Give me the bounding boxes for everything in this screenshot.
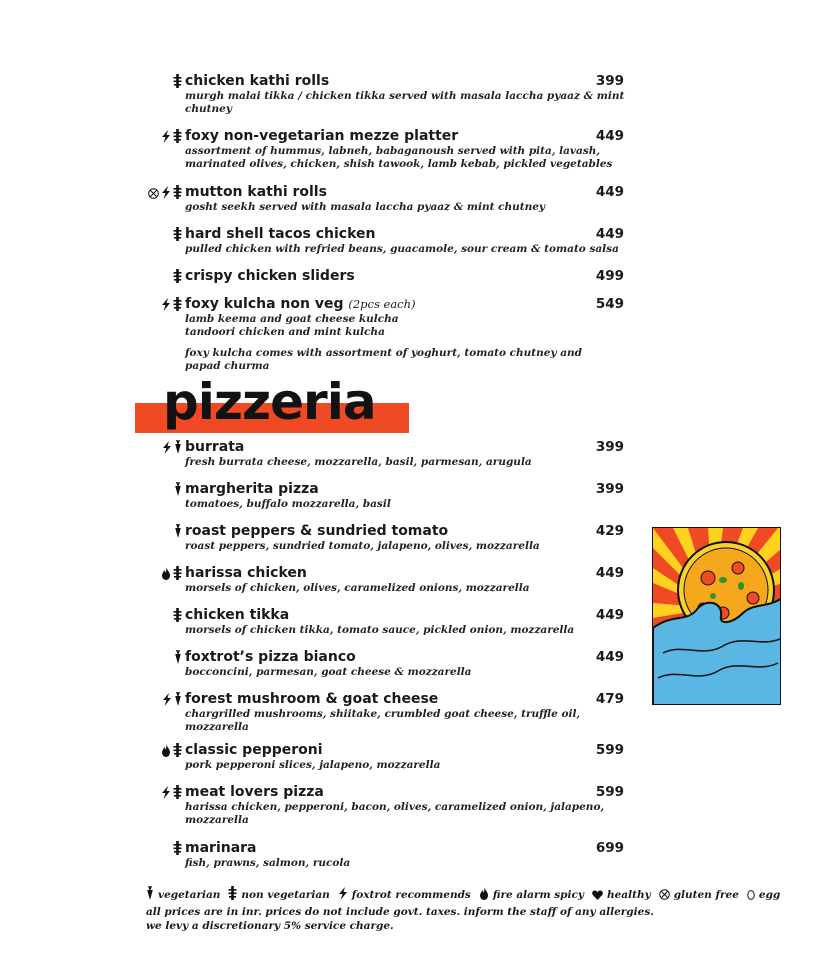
recommend-icon xyxy=(161,130,171,147)
nonveg-icon xyxy=(173,785,182,803)
item-name xyxy=(185,184,327,201)
item-description: roast peppers, sundried tomato, jalapeno, olives, mozzarella xyxy=(185,540,540,552)
item-price: 599 xyxy=(595,784,624,800)
item-name xyxy=(185,784,324,801)
gluten-free-icon xyxy=(659,891,670,903)
item-description: bocconcini, parmesan, goat cheese & mozzarella xyxy=(185,666,472,678)
recommend-icon xyxy=(161,786,171,803)
item-price: 449 xyxy=(595,184,624,200)
item-name-text: forest mushroom & goat cheese xyxy=(185,691,439,707)
veg-icon xyxy=(174,524,182,542)
veg-icon xyxy=(174,692,182,710)
item-icons xyxy=(140,743,182,761)
legend-entry xyxy=(338,889,471,901)
item-name-text: roast peppers & sundried tomato xyxy=(185,523,449,539)
nonveg-icon xyxy=(173,269,182,287)
item-name xyxy=(185,268,355,285)
item-name xyxy=(185,523,448,540)
item-name-text: chicken tikka xyxy=(185,607,290,623)
recommend-icon xyxy=(162,693,172,710)
item-description: fish, prawns, salmon, rucola xyxy=(185,857,351,869)
item-price: 399 xyxy=(595,73,624,89)
item-description: assortment of hummus, labneh, babaganoush served with pita, lavash, marinated olives, chicken, shish tawook, lamb kebab, pickled vegetables xyxy=(185,145,613,170)
item-name xyxy=(185,565,307,582)
veg-icon xyxy=(174,440,182,458)
nonveg-icon xyxy=(173,608,182,626)
item-description: pork pepperoni slices, jalapeno, mozzarella xyxy=(185,759,441,771)
veg-icon xyxy=(174,482,182,500)
item-name xyxy=(185,691,438,708)
healthy-icon xyxy=(592,891,603,903)
item-price: 449 xyxy=(595,607,624,623)
spicy-icon xyxy=(161,567,171,584)
item-price: 449 xyxy=(595,226,624,242)
nonveg-icon xyxy=(173,297,182,315)
footer-notes xyxy=(146,905,654,933)
recommend-icon xyxy=(161,186,171,203)
item-description: pulled chicken with refried beans, guacamole, sour cream & tomato salsa xyxy=(185,243,619,255)
item-icons xyxy=(140,785,182,803)
veg-icon xyxy=(174,650,182,668)
spicy-icon xyxy=(161,744,171,761)
legend-entry xyxy=(228,889,329,901)
nonveg-icon xyxy=(173,566,182,584)
item-name-text: foxtrot’s pizza bianco xyxy=(185,649,356,665)
nonveg-icon xyxy=(173,841,182,859)
item-price: 399 xyxy=(595,439,624,455)
recommend-icon xyxy=(161,298,171,315)
item-name-text: foxy non-vegetarian mezze platter xyxy=(185,128,459,144)
item-note: (2pcs each) xyxy=(348,297,416,311)
item-name-text: hard shell tacos chicken xyxy=(185,226,376,242)
item-price: 599 xyxy=(595,742,624,758)
item-icons xyxy=(140,129,182,147)
legend-entry xyxy=(479,889,584,901)
item-description: gosht seekh served with masala laccha pyaaz & mint chutney xyxy=(185,201,546,213)
item-price: 499 xyxy=(595,268,624,284)
item-name xyxy=(185,439,244,456)
section-title: pizzeria xyxy=(163,373,376,431)
item-price: 479 xyxy=(595,691,624,707)
item-name xyxy=(185,742,323,759)
legend-label: gluten free xyxy=(673,889,739,901)
veg-icon xyxy=(146,891,154,903)
nonveg-icon xyxy=(173,129,182,147)
item-name-text: burrata xyxy=(185,439,245,455)
item-name-text: classic pepperoni xyxy=(185,742,323,758)
item-name xyxy=(185,128,458,145)
item-price: 699 xyxy=(595,840,624,856)
legend-label: egg xyxy=(758,889,781,901)
legend-entry xyxy=(659,889,739,901)
item-icons xyxy=(140,482,182,500)
item-description: tomatoes, buffalo mozzarella, basil xyxy=(185,498,391,510)
item-description: morsels of chicken tikka, tomato sauce, pickled onion, mozzarella xyxy=(185,624,575,636)
item-price: 429 xyxy=(595,523,624,539)
item-price: 549 xyxy=(595,296,624,312)
item-price: 449 xyxy=(595,128,624,144)
item-name-text: margherita pizza xyxy=(185,481,319,497)
legend-entry xyxy=(747,889,780,901)
item-name xyxy=(185,73,329,90)
item-name-text: mutton kathi rolls xyxy=(185,184,327,200)
legend-label: non vegetarian xyxy=(241,889,330,901)
footer-line-prices: all prices are in inr. prices do not include govt. taxes. inform the staff of any allergies. xyxy=(146,906,654,918)
item-icons xyxy=(140,650,182,668)
item-name-text: foxy kulcha non veg xyxy=(185,296,344,312)
recommend-icon xyxy=(338,891,348,903)
item-name xyxy=(185,840,257,857)
item-name xyxy=(185,607,289,624)
item-icons xyxy=(140,74,182,92)
item-icons xyxy=(140,227,182,245)
item-icons xyxy=(140,440,182,458)
item-name xyxy=(185,649,356,666)
icon-legend xyxy=(146,886,788,904)
legend-label: foxtrot recommends xyxy=(351,889,471,901)
item-name-text: crispy chicken sliders xyxy=(185,268,355,284)
spicy-icon xyxy=(479,891,489,903)
item-name-text: meat lovers pizza xyxy=(185,784,324,800)
item-description: fresh burrata cheese, mozzarella, basil, parmesan, arugula xyxy=(185,456,532,468)
item-icons xyxy=(140,692,182,710)
item-name xyxy=(185,226,376,243)
nonveg-icon xyxy=(173,185,182,203)
nonveg-icon xyxy=(173,227,182,245)
gluten-free-icon xyxy=(148,188,159,203)
item-name-text: harissa chicken xyxy=(185,565,307,581)
item-price: 399 xyxy=(595,481,624,497)
item-icons xyxy=(140,297,182,315)
item-icons xyxy=(140,269,182,287)
legend-label: vegetarian xyxy=(158,889,221,901)
kulcha-note: foxy kulcha comes with assortment of yoghurt, tomato chutney and papad churma xyxy=(185,347,583,372)
item-description: chargrilled mushrooms, shiitake, crumbled goat cheese, truffle oil, mozzarella xyxy=(185,708,581,733)
item-name-text: chicken kathi rolls xyxy=(185,73,330,89)
legend-label: fire alarm spicy xyxy=(492,889,584,901)
item-icons xyxy=(140,566,182,584)
item-price: 449 xyxy=(595,565,624,581)
pizza-wave-illustration xyxy=(652,527,781,705)
item-price: 449 xyxy=(595,649,624,665)
item-icons xyxy=(140,608,182,626)
item-description: morsels of chicken, olives, caramelized onions, mozzarella xyxy=(185,582,530,594)
item-icons xyxy=(140,841,182,859)
item-name xyxy=(185,481,319,498)
item-icons xyxy=(140,524,182,542)
egg-icon xyxy=(747,891,755,903)
item-name xyxy=(185,296,416,313)
legend-entry xyxy=(592,889,651,901)
footer-line-service: we levy a discretionary 5% service charge. xyxy=(146,920,394,932)
item-icons xyxy=(140,185,182,203)
item-description: harissa chicken, pepperoni, bacon, olives, caramelized onion, jalapeno, mozzarella xyxy=(185,801,605,826)
recommend-icon xyxy=(162,441,172,458)
item-description: murgh malai tikka / chicken tikka served with masala laccha pyaaz & mint chutney xyxy=(185,90,625,115)
nonveg-icon xyxy=(173,743,182,761)
nonveg-icon xyxy=(228,891,237,903)
item-description: lamb keema and goat cheese kulcha tandoori chicken and mint kulcha xyxy=(185,313,399,338)
legend-label: healthy xyxy=(606,889,651,901)
nonveg-icon xyxy=(173,74,182,92)
legend-entry xyxy=(146,889,220,901)
item-name-text: marinara xyxy=(185,840,257,856)
